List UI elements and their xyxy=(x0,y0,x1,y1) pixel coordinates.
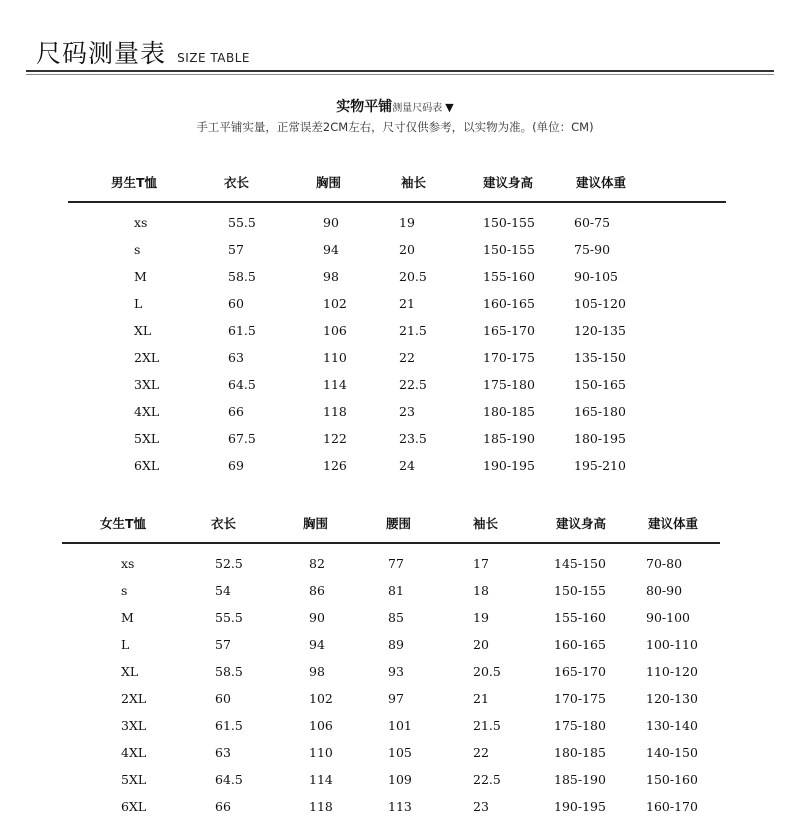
men_table-row-7-col-0: 4XL xyxy=(134,404,160,419)
women_table-row-7-col-2: 110 xyxy=(309,745,333,760)
men_table-row-9-col-1: 69 xyxy=(228,458,244,473)
men_table-header-rule xyxy=(68,201,726,203)
women_table-row-8-col-2: 114 xyxy=(309,772,333,787)
men_table-row-7-col-5: 165-180 xyxy=(574,404,626,419)
men_table-row-7-col-4: 180-185 xyxy=(483,404,535,419)
men_table-row-1-col-2: 94 xyxy=(323,242,339,257)
women_table-row-5-col-0: 2XL xyxy=(121,691,147,706)
women_table-row-3-col-5: 160-165 xyxy=(554,637,606,652)
men_table-row-0-col-4: 150-155 xyxy=(483,215,535,230)
women_table-header-2: 胸围 xyxy=(303,516,329,531)
women_table-row-2-col-3: 85 xyxy=(388,610,404,625)
men_table-row-9-col-5: 195-210 xyxy=(574,458,626,473)
men_table-row-8-col-3: 23.5 xyxy=(399,431,427,446)
women_table-row-2-col-6: 90-100 xyxy=(646,610,690,625)
men_table-row-8-col-2: 122 xyxy=(323,431,347,446)
women_table-row-9-col-1: 66 xyxy=(215,799,231,814)
women_table-row-7-col-1: 63 xyxy=(215,745,231,760)
women_table-row-0-col-4: 17 xyxy=(473,556,489,571)
men_table-row-8-col-1: 67.5 xyxy=(228,431,256,446)
women_table-row-4-col-0: XL xyxy=(121,664,139,679)
women_table-row-7-col-3: 105 xyxy=(388,745,412,760)
men_table-row-4-col-0: XL xyxy=(134,323,152,338)
header-divider xyxy=(26,70,774,72)
women_table-row-7-col-5: 180-185 xyxy=(554,745,606,760)
women_table-row-6-col-6: 130-140 xyxy=(646,718,698,733)
men_table-header-3: 袖长 xyxy=(401,175,427,190)
women_table-row-4-col-6: 110-120 xyxy=(646,664,698,679)
men_table-row-9-col-4: 190-195 xyxy=(483,458,535,473)
women_table-row-4-col-2: 98 xyxy=(309,664,325,679)
women_table-row-2-col-1: 55.5 xyxy=(215,610,243,625)
women_table-row-1-col-2: 86 xyxy=(309,583,325,598)
men_table-row-7-col-1: 66 xyxy=(228,404,244,419)
women_table-header-4: 袖长 xyxy=(473,516,499,531)
women_table-row-8-col-0: 5XL xyxy=(121,772,147,787)
men_table-row-0-col-3: 19 xyxy=(399,215,415,230)
women_table-row-7-col-6: 140-150 xyxy=(646,745,698,760)
women_table-row-1-col-4: 18 xyxy=(473,583,489,598)
men_table-row-5-col-4: 170-175 xyxy=(483,350,535,365)
men_table-row-3-col-4: 160-165 xyxy=(483,296,535,311)
women_table-row-0-col-0: xs xyxy=(121,556,135,571)
women_table-row-4-col-1: 58.5 xyxy=(215,664,243,679)
women_table-row-8-col-3: 109 xyxy=(388,772,412,787)
men_table-row-5-col-2: 110 xyxy=(323,350,347,365)
women_table-row-6-col-0: 3XL xyxy=(121,718,147,733)
women_table-header-rule xyxy=(62,542,720,544)
men_table-row-4-col-4: 165-170 xyxy=(483,323,535,338)
women_table-row-6-col-4: 21.5 xyxy=(473,718,501,733)
women_table-row-5-col-5: 170-175 xyxy=(554,691,606,706)
men_table-row-2-col-0: M xyxy=(134,269,147,284)
men_table-row-3-col-5: 105-120 xyxy=(574,296,626,311)
men_table-row-3-col-3: 21 xyxy=(399,296,415,311)
women_table-row-0-col-5: 145-150 xyxy=(554,556,606,571)
women_table-row-9-col-6: 160-170 xyxy=(646,799,698,814)
men_table-row-4-col-1: 61.5 xyxy=(228,323,256,338)
women_table-row-3-col-1: 57 xyxy=(215,637,231,652)
women_table-row-1-col-3: 81 xyxy=(388,583,404,598)
men_table-row-1-col-4: 150-155 xyxy=(483,242,535,257)
men_table-header-0: 男生T恤 xyxy=(111,175,158,190)
men_table-row-5-col-3: 22 xyxy=(399,350,415,365)
men_table-header-2: 胸围 xyxy=(316,175,342,190)
women_table-row-4-col-5: 165-170 xyxy=(554,664,606,679)
page-subtitle-en: SIZE TABLE xyxy=(177,51,250,65)
women_table-row-0-col-1: 52.5 xyxy=(215,556,243,571)
section-heading-small: 测量尺码表 xyxy=(392,103,443,114)
women_table-row-4-col-3: 93 xyxy=(388,664,404,679)
women_table-row-1-col-5: 150-155 xyxy=(554,583,606,598)
women_table-row-6-col-1: 61.5 xyxy=(215,718,243,733)
women_table-row-7-col-4: 22 xyxy=(473,745,489,760)
women_table-row-3-col-4: 20 xyxy=(473,637,489,652)
women_table-header-3: 腰围 xyxy=(386,516,412,531)
women_table-row-9-col-2: 118 xyxy=(309,799,333,814)
women_table-row-5-col-6: 120-130 xyxy=(646,691,698,706)
women_table-row-4-col-4: 20.5 xyxy=(473,664,501,679)
women_table-row-8-col-6: 150-160 xyxy=(646,772,698,787)
women_table-header-6: 建议体重 xyxy=(648,516,699,531)
page-title: 尺码测量表 xyxy=(36,39,167,68)
men_table-row-4-col-5: 120-135 xyxy=(574,323,626,338)
men_table-row-0-col-0: xs xyxy=(134,215,148,230)
women_table-row-9-col-3: 113 xyxy=(388,799,412,814)
men_table-row-6-col-4: 175-180 xyxy=(483,377,535,392)
men_table-row-2-col-5: 90-105 xyxy=(574,269,618,284)
men_table-row-6-col-3: 22.5 xyxy=(399,377,427,392)
women_table-row-7-col-0: 4XL xyxy=(121,745,147,760)
women_table-row-8-col-1: 64.5 xyxy=(215,772,243,787)
measurement-note: 手工平铺实量，正常误差2CM左右，尺寸仅供参考，以实物为准。(单位：CM) xyxy=(196,120,594,134)
men_table-row-6-col-1: 64.5 xyxy=(228,377,256,392)
women_table-row-5-col-4: 21 xyxy=(473,691,489,706)
women_table-row-1-col-6: 80-90 xyxy=(646,583,683,598)
men_table-row-4-col-2: 106 xyxy=(323,323,347,338)
men_table-row-2-col-1: 58.5 xyxy=(228,269,256,284)
men_table-header-4: 建议身高 xyxy=(483,175,534,190)
section-heading-main: 实物平铺 xyxy=(336,99,393,115)
women_table-row-9-col-5: 190-195 xyxy=(554,799,606,814)
women_table-row-5-col-1: 60 xyxy=(215,691,231,706)
women_table-row-6-col-2: 106 xyxy=(309,718,333,733)
women_table-row-9-col-4: 23 xyxy=(473,799,489,814)
women_table-row-2-col-4: 19 xyxy=(473,610,489,625)
women_table-row-9-col-0: 6XL xyxy=(121,799,147,814)
men_table-row-5-col-0: 2XL xyxy=(134,350,160,365)
men_table-row-6-col-0: 3XL xyxy=(134,377,160,392)
women_table-row-5-col-2: 102 xyxy=(309,691,333,706)
women_table-row-2-col-5: 155-160 xyxy=(554,610,606,625)
women_table-row-0-col-2: 82 xyxy=(309,556,325,571)
men_table-row-8-col-4: 185-190 xyxy=(483,431,535,446)
men_table-row-2-col-4: 155-160 xyxy=(483,269,535,284)
men_table-row-3-col-0: L xyxy=(134,296,143,311)
men_table-row-1-col-3: 20 xyxy=(399,242,415,257)
header-divider-thin xyxy=(26,74,774,75)
men_table-row-8-col-0: 5XL xyxy=(134,431,160,446)
men_table-header-5: 建议体重 xyxy=(576,175,627,190)
women_table-row-3-col-0: L xyxy=(121,637,130,652)
page-header xyxy=(36,34,250,70)
women_table-row-6-col-3: 101 xyxy=(388,718,412,733)
men_table-row-1-col-5: 75-90 xyxy=(574,242,611,257)
women_table-row-3-col-3: 89 xyxy=(388,637,404,652)
men_table-row-0-col-1: 55.5 xyxy=(228,215,256,230)
men_table-row-4-col-3: 21.5 xyxy=(399,323,427,338)
men_table-row-0-col-5: 60-75 xyxy=(574,215,611,230)
women_table-row-0-col-3: 77 xyxy=(388,556,404,571)
men_table-row-5-col-5: 135-150 xyxy=(574,350,626,365)
women_table-row-2-col-0: M xyxy=(121,610,134,625)
men_table-row-5-col-1: 63 xyxy=(228,350,244,365)
men_table-row-6-col-2: 114 xyxy=(323,377,347,392)
men_table-row-9-col-2: 126 xyxy=(323,458,347,473)
down-triangle-icon: ▼ xyxy=(445,101,454,114)
women_table-header-1: 衣长 xyxy=(211,516,237,531)
men_table-row-9-col-0: 6XL xyxy=(134,458,160,473)
women_table-row-3-col-6: 100-110 xyxy=(646,637,698,652)
women_table-header-0: 女生T恤 xyxy=(100,516,147,531)
men_table-row-6-col-5: 150-165 xyxy=(574,377,626,392)
men_table-row-8-col-5: 180-195 xyxy=(574,431,626,446)
men_table-row-9-col-3: 24 xyxy=(399,458,415,473)
men_table-row-2-col-2: 98 xyxy=(323,269,339,284)
men_table-row-7-col-3: 23 xyxy=(399,404,415,419)
women_table-row-3-col-2: 94 xyxy=(309,637,325,652)
men_table-row-2-col-3: 20.5 xyxy=(399,269,427,284)
men_table-row-3-col-1: 60 xyxy=(228,296,244,311)
women_table-row-0-col-6: 70-80 xyxy=(646,556,683,571)
men_table-row-1-col-0: s xyxy=(134,242,141,257)
section-heading xyxy=(0,96,790,116)
women_table-row-8-col-4: 22.5 xyxy=(473,772,501,787)
women_table-row-8-col-5: 185-190 xyxy=(554,772,606,787)
women_table-row-6-col-5: 175-180 xyxy=(554,718,606,733)
men_table-row-3-col-2: 102 xyxy=(323,296,347,311)
men_table-row-1-col-1: 57 xyxy=(228,242,244,257)
women_table-row-1-col-1: 54 xyxy=(215,583,231,598)
men_table-row-0-col-2: 90 xyxy=(323,215,339,230)
women_table-row-2-col-2: 90 xyxy=(309,610,325,625)
men_table-header-1: 衣长 xyxy=(224,175,250,190)
women_table-row-1-col-0: s xyxy=(121,583,128,598)
men_table-row-7-col-2: 118 xyxy=(323,404,347,419)
women_table-header-5: 建议身高 xyxy=(556,516,607,531)
women_table-row-5-col-3: 97 xyxy=(388,691,404,706)
